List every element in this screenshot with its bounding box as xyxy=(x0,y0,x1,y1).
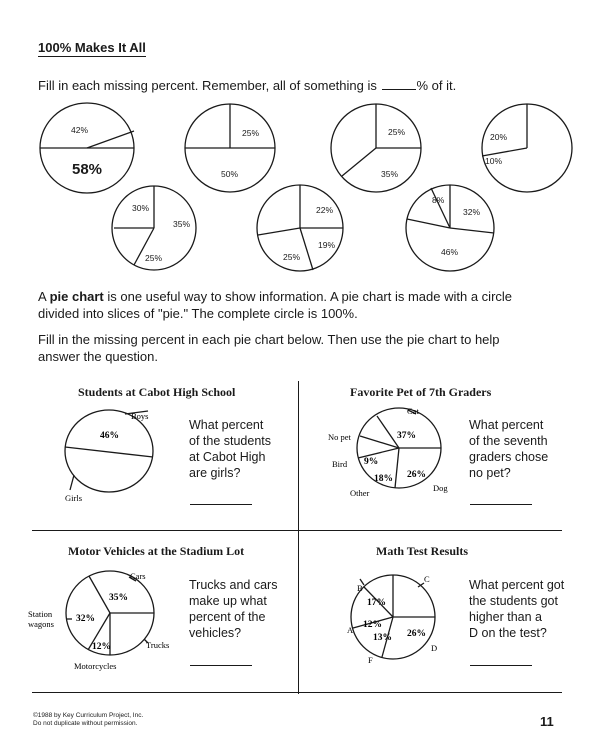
question-line: D on the test? xyxy=(469,626,547,640)
instruction-suffix: % of it. xyxy=(416,78,457,93)
label-boys-pct: 46% xyxy=(100,431,119,441)
answer-blank-vehicles[interactable] xyxy=(190,665,252,666)
pie-7 xyxy=(406,185,494,271)
notice-text: Do not duplicate without permission. xyxy=(33,720,138,727)
pie-4-label: 20% xyxy=(490,132,508,142)
fill-text: answer the question. xyxy=(38,349,158,364)
pie-5-label: 30% xyxy=(132,203,150,213)
footer-copyright xyxy=(33,712,143,728)
question-pets xyxy=(469,417,569,481)
copyright-text: ©1988 by Key Curriculum Project, Inc. xyxy=(33,712,144,719)
question-vehicles xyxy=(189,577,289,641)
answer-blank-math[interactable] xyxy=(470,665,532,666)
section-title-cabot: Students at Cabot High School xyxy=(78,385,236,399)
question-line: What percent xyxy=(469,418,544,432)
pie-5-label: 25% xyxy=(145,253,163,263)
pie-1 xyxy=(40,103,134,193)
question-line: of the students xyxy=(189,434,272,448)
explanation-text: A xyxy=(38,289,50,304)
answer-blank-pets[interactable] xyxy=(470,504,532,505)
handwritten-answer[interactable]: 58% xyxy=(72,161,103,178)
question-line: make up what xyxy=(189,594,267,608)
vehicles-pie-chart xyxy=(26,565,186,677)
label-f: F xyxy=(368,655,373,665)
question-line: Trucks and cars xyxy=(189,578,278,592)
pie-5-label: 35% xyxy=(173,219,191,229)
label-bird: Bird xyxy=(332,459,348,469)
explanation-text: is one useful way to show information. A pie chart is made with a circle xyxy=(103,289,513,304)
pie-6-label: 22% xyxy=(316,205,334,215)
pie-2-label: 25% xyxy=(242,128,260,138)
section-title-pets: Favorite Pet of 7th Graders xyxy=(350,385,492,399)
label-dog-pct: 26% xyxy=(407,470,426,480)
label-cars-pct: 35% xyxy=(109,593,128,603)
question-line: are girls? xyxy=(189,466,241,480)
label-a: A xyxy=(347,625,354,635)
question-line: higher than a xyxy=(469,610,542,624)
pie-1-label: 42% xyxy=(71,125,89,135)
question-line: graders chose xyxy=(469,450,549,464)
pie-3-label: 35% xyxy=(381,169,399,179)
label-b-pct: 17% xyxy=(367,598,386,608)
question-line: the students got xyxy=(469,594,558,608)
pie-7-label: 8% xyxy=(432,195,445,205)
label-b: B xyxy=(357,583,363,593)
pie-4-label: 10% xyxy=(485,156,503,166)
label-dog: Dog xyxy=(433,483,448,493)
pie-6-label: 19% xyxy=(318,240,336,250)
label-station: Station xyxy=(28,609,53,619)
question-line: vehicles? xyxy=(189,626,242,640)
fill-text: Fill in the missing percent in each pie chart below. Then use the pie chart to help xyxy=(38,332,500,347)
label-motorcycles: Motorcycles xyxy=(74,661,117,671)
answer-blank[interactable] xyxy=(382,89,416,90)
label-a-pct: 12% xyxy=(363,620,382,630)
cabot-pie-chart xyxy=(40,405,190,515)
section-title-math: Math Test Results xyxy=(376,544,469,558)
explanation-paragraph xyxy=(38,288,512,322)
label-cat: Cat xyxy=(407,406,419,416)
label-d: D xyxy=(431,643,438,653)
question-line: no pet? xyxy=(469,466,511,480)
bottom-divider xyxy=(32,692,562,693)
question-math xyxy=(469,577,579,641)
question-line: What percent xyxy=(189,418,264,432)
label-moto-pct: 12% xyxy=(92,642,111,652)
label-trucks: Trucks xyxy=(146,640,170,650)
fill-instructions xyxy=(38,331,500,365)
math-pie-chart xyxy=(340,565,470,670)
label-cars: Cars xyxy=(130,571,146,581)
pie-3-label: 25% xyxy=(388,127,406,137)
instruction-text: Fill in each missing percent. Remember, all of something is xyxy=(38,78,377,93)
label-boys: Boys xyxy=(131,411,149,421)
question-line: of the seventh xyxy=(469,434,548,448)
label-other: Other xyxy=(350,488,370,498)
vertical-divider xyxy=(298,381,299,694)
pets-pie-chart xyxy=(320,400,470,505)
question-line: percent of the xyxy=(189,610,266,624)
label-other-pct: 18% xyxy=(374,474,393,484)
top-pies xyxy=(0,95,600,280)
question-line: What percent got xyxy=(469,578,565,592)
pie-3 xyxy=(331,104,421,192)
label-station-pct: 32% xyxy=(76,614,95,624)
question-line: at Cabot High xyxy=(189,450,266,464)
horizontal-divider xyxy=(32,530,562,531)
pie-2-label: 50% xyxy=(221,169,239,179)
label-f-pct: 13% xyxy=(373,633,392,643)
label-cat-pct: 37% xyxy=(397,431,416,441)
instruction-line xyxy=(38,78,456,93)
page-number: 11 xyxy=(540,714,554,729)
section-title-vehicles: Motor Vehicles at the Stadium Lot xyxy=(68,544,245,558)
question-cabot xyxy=(189,417,289,481)
label-no-pet: No pet xyxy=(328,432,351,442)
label-d-pct: 26% xyxy=(407,629,426,639)
pie-6-label: 25% xyxy=(283,252,301,262)
pie-4 xyxy=(482,104,572,192)
page-title: 100% Makes It All xyxy=(38,40,146,55)
label-c: C xyxy=(424,574,430,584)
label-wagons: wagons xyxy=(28,619,54,629)
answer-blank-cabot[interactable] xyxy=(190,504,252,505)
label-bird-pct: 9% xyxy=(364,457,379,467)
label-girls: Girls xyxy=(65,493,82,503)
pie-chart-term: pie chart xyxy=(49,289,104,304)
pie-7-label: 32% xyxy=(463,207,481,217)
pie-7-label: 46% xyxy=(441,247,459,257)
explanation-text: divided into slices of "pie." The complete circle is 100%. xyxy=(38,306,358,321)
